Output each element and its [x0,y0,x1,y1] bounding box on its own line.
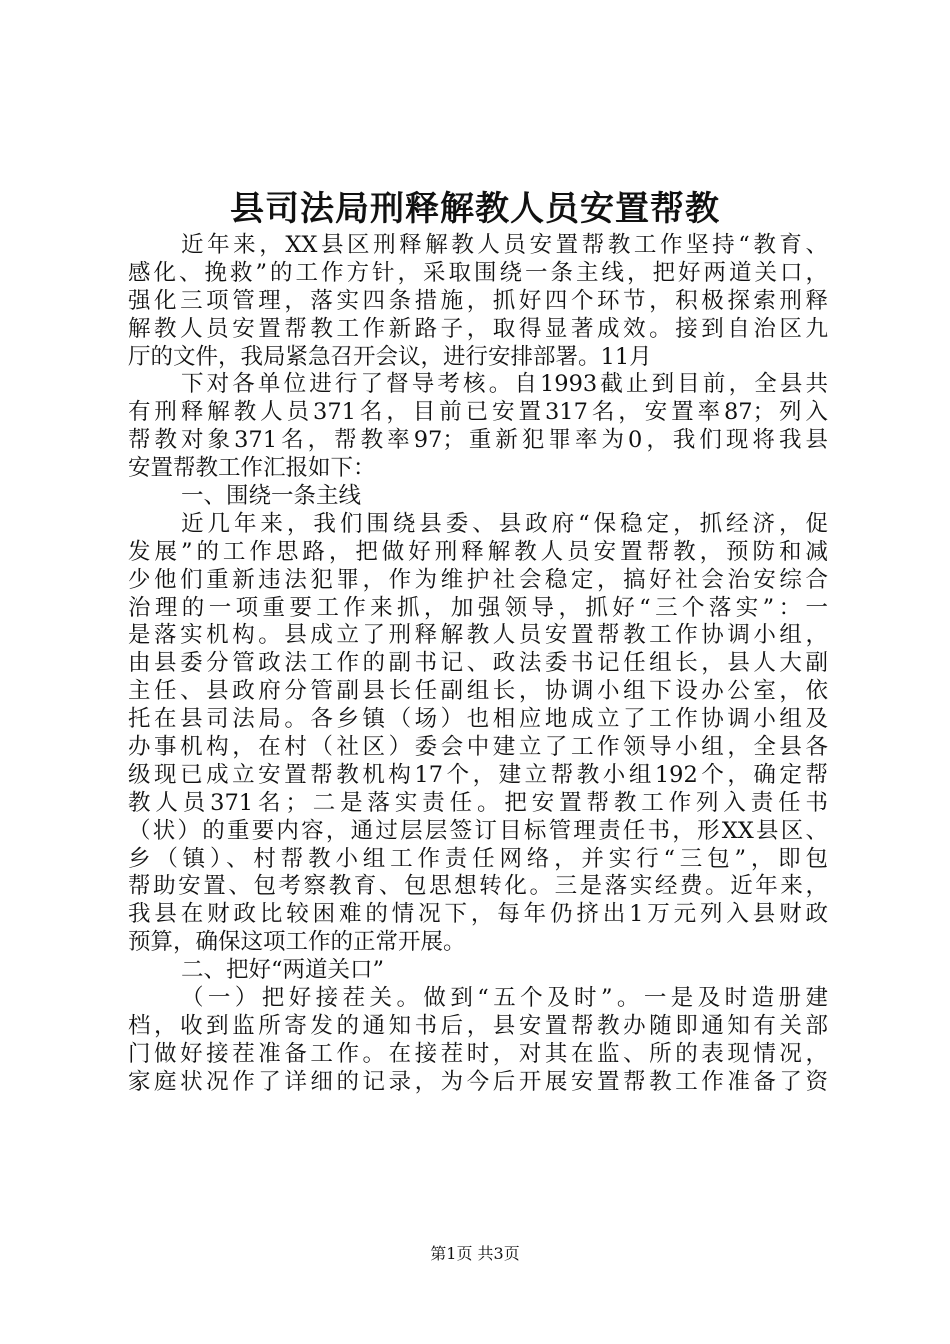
text-line: 教人员371名；二是落实责任。把安置帮教工作列入责任书 [128,789,828,816]
text-line: 强化三项管理，落实四条措施，抓好四个环节，积极探索刑释 [128,287,828,314]
text-line: 我县在财政比较困难的情况下，每年仍挤出1万元列入县财政 [128,901,828,928]
text-line: 家庭状况作了详细的记录，为今后开展安置帮教工作准备了资 [128,1068,828,1095]
text-line: 近年来，XX县区刑释解教人员安置帮教工作坚持“教育、 [181,232,828,258]
text-line: 由县委分管政法工作的副书记、政法委书记任组长，县人大副 [128,650,828,677]
text-line: 少他们重新违法犯罪，作为维护社会稳定，搞好社会治安综合 [128,566,828,593]
text-line: 下对各单位进行了督导考核。自1993截止到目前，全县共 [181,371,828,398]
text-line: 安置帮教工作汇报如下： [128,455,376,482]
text-line: 治理的一项重要工作来抓，加强领导，抓好“三个落实”：一 [128,594,828,621]
text-line: 办事机构，在村（社区）委会中建立了工作领导小组，全县各 [128,734,828,761]
text-line: 感化、挽救”的工作方针，采取围绕一条主线，把好两道关口， [128,259,828,286]
text-line: 门做好接茬准备工作。在接茬时，对其在监、所的表现情况， [128,1040,828,1067]
text-line: 帮助安置、包考察教育、包思想转化。三是落实经费。近年来， [128,873,828,900]
text-line: 发展”的工作思路，把做好刑释解教人员安置帮教，预防和减 [128,538,828,565]
text-line: 近几年来，我们围绕县委、县政府“保稳定，抓经济，促 [181,510,828,537]
text-line: 解教人员安置帮教工作新路子，取得显著成效。接到自治区九 [128,315,828,342]
text-line: 一、围绕一条主线 [181,483,362,510]
text-line: 乡（镇）、村帮教小组工作责任网络，并实行“三包”，即包 [128,845,828,872]
text-line: 档，收到监所寄发的通知书后，县安置帮教办随即通知有关部 [128,1012,828,1039]
document-body [128,232,828,1097]
text-line: 预算，确保这项工作的正常开展。 [128,929,466,956]
text-line: 主任、县政府分管副县长任副组长，协调小组下设办公室，依 [128,678,828,705]
text-line: 帮教对象371名，帮教率97；重新犯罪率为0，我们现将我县 [128,427,828,454]
page-title: 县司法局刑释解教人员安置帮教 [230,189,720,229]
text-line: （一）把好接茬关。做到“五个及时”。一是及时造册建 [181,985,828,1012]
page-footer: 第1页 共3页 [430,1244,520,1263]
text-line: 托在县司法局。各乡镇（场）也相应地成立了工作协调小组及 [128,706,828,733]
text-line: （状）的重要内容，通过层层签订目标管理责任书，形XX县区、 [128,817,828,844]
text-line: 是落实机构。县成立了刑释解教人员安置帮教工作协调小组， [128,622,828,649]
text-line: 二、把好“两道关口” [181,957,385,984]
text-line: 级现已成立安置帮教机构17个，建立帮教小组192个，确定帮 [128,761,828,788]
text-line: 有刑释解教人员371名，目前已安置317名，安置率87；列入 [128,399,828,426]
text-line: 厅的文件，我局紧急召开会议，进行安排部署。11月 [128,343,652,370]
